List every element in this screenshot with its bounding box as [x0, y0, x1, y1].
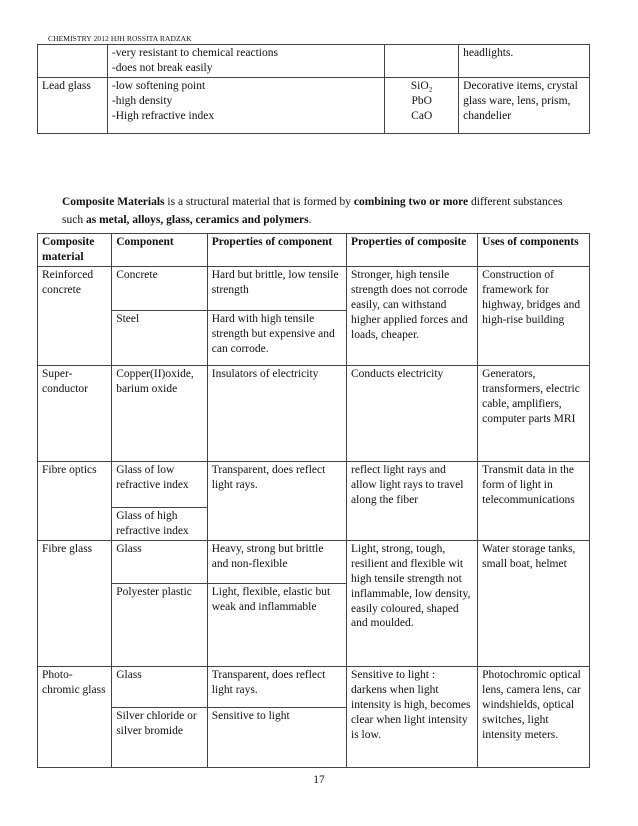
component-property-cell: Insulators of electricity: [207, 365, 346, 461]
column-header: Composite material: [38, 234, 112, 267]
table-row: [38, 77, 590, 133]
component-property-cell: Transparent, does reflect light rays.: [207, 461, 346, 540]
property-line: -does not break easily: [111, 61, 213, 74]
glass-table: [37, 44, 590, 134]
component-cell: Glass: [112, 666, 208, 707]
glass-name-cell: Lead glass: [38, 77, 108, 133]
table-row: [38, 266, 590, 310]
property-line: -low softening point: [111, 79, 206, 92]
component-cell: Glass: [112, 540, 208, 583]
component-cell: Polyester plastic: [112, 583, 208, 666]
table-row: [38, 365, 590, 461]
intro-text: .: [308, 213, 312, 226]
composite-property-cell: reflect light rays and allow light rays to travel along the fiber: [347, 461, 478, 540]
material-cell: Fibre glass: [38, 540, 112, 666]
uses-cell: Water storage tanks, small boat, helmet: [478, 540, 590, 666]
property-line: -very resistant to chemical reactions: [111, 47, 278, 59]
column-header: Component: [112, 234, 208, 267]
composite-property-cell: Sensitive to light : darkens when light intensity is high, becomes clear when light intensity is low.: [347, 666, 478, 767]
page-number: 17: [313, 774, 325, 786]
component-cell: Copper(II)oxide, barium oxide: [112, 365, 208, 461]
composite-property-cell: Stronger, high tensile strength does not corrode easily, can withstand higher applied forces and loads, cheaper.: [347, 266, 478, 365]
material-cell: Fibre optics: [38, 461, 112, 540]
table-row: [38, 540, 590, 583]
composition-line: PbO: [411, 94, 432, 107]
column-header: Properties of composite: [347, 234, 478, 267]
material-cell: Photo-chromic glass: [38, 666, 112, 767]
component-cell: Glass of high refractive index: [112, 507, 208, 540]
glass-properties-cell: [107, 45, 384, 78]
uses-cell: Photochromic optical lens, camera lens, car windshields, optical switches, light intensity meters.: [478, 666, 590, 767]
uses-cell: Generators, transformers, electric cable, amplifiers, computer parts MRI: [478, 365, 590, 461]
intro-text: different substances such: [62, 196, 563, 226]
intro-text: is a structural material that is formed by: [164, 196, 354, 208]
uses-cell: Construction of framework for highway, bridges and high-rise building: [478, 266, 590, 365]
composite-intro-paragraph: [62, 194, 582, 230]
glass-uses-cell: headlights.: [459, 45, 590, 78]
glass-composition-cell: [385, 45, 459, 78]
property-line: -high density: [111, 94, 173, 107]
glass-composition-cell: [385, 77, 459, 133]
component-property-cell: Heavy, strong but brittle and non-flexible: [207, 540, 346, 583]
material-cell: Reinforced concrete: [38, 266, 112, 365]
uses-cell: Transmit data in the form of light in telecommunications: [478, 461, 590, 540]
component-property-cell: Hard but brittle, low tensile strength: [207, 266, 346, 310]
component-property-cell: Transparent, does reflect light rays.: [207, 666, 346, 707]
intro-term: Composite Materials: [62, 196, 165, 208]
property-line: -High refractive index: [111, 109, 215, 122]
intro-emphasis: as metal, alloys, glass, ceramics and polymers: [85, 213, 309, 226]
glass-properties-cell: [107, 77, 384, 133]
composite-property-cell: Conducts electricity: [347, 365, 478, 461]
material-cell: Super-conductor: [38, 365, 112, 461]
component-cell: Steel: [112, 310, 208, 365]
component-property-cell: Sensitive to light: [207, 707, 346, 767]
table-row: [38, 666, 590, 707]
composite-property-cell: Light, strong, tough, resilient and flexible wit high tensile strength not inflammable, low density, easily coloured, shaped and moulded.: [347, 540, 478, 666]
intro-emphasis: combining two or more: [353, 196, 469, 208]
component-cell: Concrete: [112, 266, 208, 310]
column-header: Properties of component: [207, 234, 346, 267]
composite-table: [37, 233, 590, 768]
page-header: CHEMISTRY 2012 HJH ROSSITA RADZAK: [48, 34, 192, 43]
glass-name-cell: [38, 45, 108, 78]
table-row: [38, 461, 590, 507]
table-header-row: [38, 234, 590, 267]
composition-line: CaO: [411, 109, 433, 122]
component-property-cell: Hard with high tensile strength but expensive and can corrode.: [207, 310, 346, 365]
component-cell: Glass of low refractive index: [112, 461, 208, 507]
component-property-cell: Light, flexible, elastic but weak and inflammable: [207, 583, 346, 666]
column-header: Uses of components: [478, 234, 590, 267]
table-row: [38, 45, 590, 78]
component-cell: Silver chloride or silver bromide: [112, 707, 208, 767]
glass-uses-cell: Decorative items, crystal glass ware, lens, prism, chandelier: [459, 77, 590, 133]
composition-line: SiO₂: [410, 79, 433, 92]
